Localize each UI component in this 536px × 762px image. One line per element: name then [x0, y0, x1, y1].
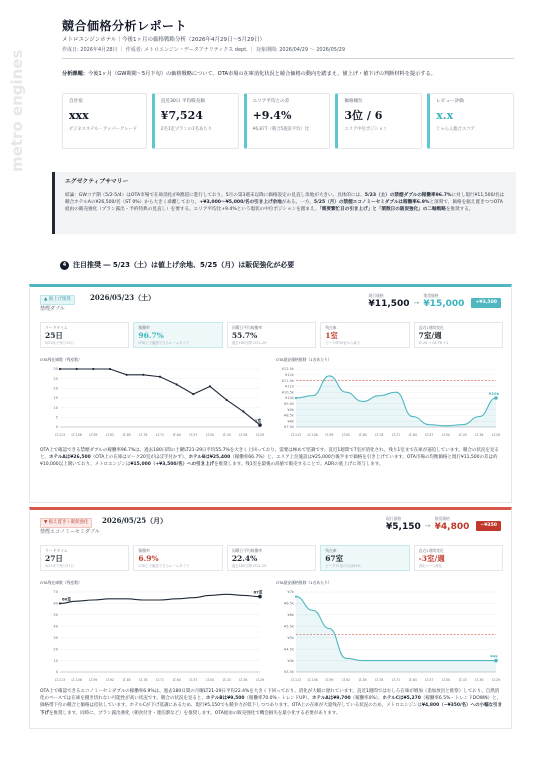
metric-row: [40, 545, 503, 571]
y-tick-label: ¥5.5k: [283, 624, 294, 629]
x-tick-label: LT-50: [205, 678, 215, 682]
recommended-price: ¥4,800: [434, 522, 470, 533]
series-line: [60, 594, 260, 603]
current-price: ¥5,150: [386, 522, 421, 533]
analysis-text: 今後1ヶ月（GW期間〜5月下旬）の価格戦略について、OTA市場の在庫消化状況と競合価格の動向を踏まえ、値上げ・値下げの判断材料を提示する。: [87, 71, 436, 77]
report-meta: 作成日: 2026年4月28日 ｜ 作成者: メトロエンジン・データアナリティクス dept. ｜ 対象期間: 2026/04/29 〜 2026/05/29: [62, 46, 346, 53]
data-point: [192, 393, 194, 395]
x-tick-label: LT-57: [189, 433, 198, 437]
data-point: [242, 410, 244, 412]
x-tick-label: LT-57: [189, 678, 198, 682]
kpi-sub: 2名1室プランの1名あたり: [160, 127, 212, 133]
y-tick-label: ¥9k: [287, 407, 294, 412]
y-tick-label: ¥10.5k: [281, 390, 294, 395]
x-tick-label: LT-78: [139, 678, 148, 682]
metric-leadtime: リードタイム 27日 5/25まで残り27日: [40, 545, 129, 571]
y-tick-label: 25: [53, 376, 58, 381]
data-point: [59, 602, 61, 604]
chart-title: OTA最安価格推移（1名あたり）: [276, 580, 332, 585]
x-tick-label: LT-71: [155, 433, 165, 437]
x-tick-label: LT-71: [155, 678, 165, 682]
section-heading: [60, 261, 294, 270]
y-tick-label: 10: [53, 658, 58, 663]
y-tick-label: 40: [53, 624, 58, 629]
y-tick-label: ¥6k: [287, 613, 294, 618]
price-box: [369, 293, 501, 310]
x-tick-label: LT-92: [105, 678, 115, 682]
y-tick-label: ¥8.5k: [283, 413, 294, 418]
x-tick-label: LT-43: [222, 678, 231, 682]
svg-text:metro engines: metro engines: [8, 49, 26, 172]
y-tick-label: ¥9.5k: [283, 402, 294, 406]
current-price-label: 現行価格: [386, 516, 402, 521]
data-point: [258, 423, 262, 427]
kpi-label: 直近30日 平均販売価: [160, 99, 205, 104]
card-date: 2026/05/25（月）: [102, 516, 168, 525]
data-point: [176, 383, 178, 385]
metric-leadtime: リードタイム 25日 5/23まで残り25日: [40, 322, 129, 348]
x-tick-label: LT-43: [458, 678, 467, 682]
y-tick-label: 0: [55, 425, 58, 430]
kpi-value: xxx: [69, 109, 89, 123]
x-tick-label: LT-92: [341, 678, 351, 682]
metric-occupancy: 稼働率 96.7% OTA上で確認できるルームタイプ: [133, 322, 222, 348]
kpi-card-area-diff: [244, 93, 331, 149]
report-header: [62, 18, 512, 53]
metric-weekly-change: 直近1週間変化 7室/週 LT-26 → 08 TR +1: [414, 322, 503, 348]
x-tick-label: LT-85: [358, 433, 367, 437]
header-divider: [62, 58, 514, 59]
card-analysis-text: OTA上で確認できるエコノミーセミダブルの稼働率6.9%は、過去180日間の月曜LT21-29日平均22.4%を大きく下回っており、消化が大幅に遅れています。直近1週間ではむしろ在庫が増加（追加放出と推察）しており、自然消化のペースでは在庫を捌き切れない可能性が高い状況です。競合の状況を見ると、ホテルBは¥9,500（稼働率70.0%・トレンドUP）、ホテルAは¥9,700（稼働率0%）、ホテルCは¥5,270（稼働率6.5%・トレンドDOWN）と、価格帯下位の競合と価格は拮抗しています。ホテルCが下げ基調にあるため、現行¥5,150でも競争力が低下しつつあります。OTA上の在庫が大量残存している状況のため、メトロエンジンは¥4,800（−¥350/名）への小幅な引き下げを推奨します。同時に、プラン露出強化（朝食付き・連泊割など）を推奨します。OTA経由の販売強化で機会損失を最小化する必要があります。: [40, 689, 503, 716]
data-point: [142, 374, 144, 376]
kpi-sub: ビジネスホテル・アッパーグレード: [69, 127, 138, 133]
y-tick-label: ¥5k: [287, 635, 294, 640]
metric-row: [40, 322, 503, 348]
x-tick-label: LT-29: [255, 678, 265, 682]
x-tick-label: LT-113: [54, 433, 66, 437]
x-tick-label: LT-50: [205, 433, 215, 437]
arrow-right-icon: →: [424, 521, 431, 530]
chart-title: OTA最安価格推移（1名あたり）: [276, 357, 332, 362]
y-tick-label: ¥4k: [287, 658, 294, 663]
executive-summary: [52, 172, 516, 234]
kpi-sub: エリア中位ポジション: [344, 127, 388, 133]
x-tick-label: LT-64: [408, 433, 417, 437]
data-point: [258, 595, 262, 599]
x-tick-label: LT-64: [172, 678, 181, 682]
y-tick-label: ¥11.5k: [281, 378, 294, 383]
card-analysis-text: OTA上で確認できる禁煙ダブルの稼働率96.7%は、過去180日間の土曜LT21-29日平均55.7%を大きく上回っており、需要は極めて堅調です。直近1週間で7室が消化され、残り1室まで在庫が逼迫しています。競合の状況を見ると、ホテルAは¥26,500（OTA上の在庫はピーク20室がほぼ手付かず）、ホテルBは¥25,400（稼働率66.7%）と、エリア上位施設は¥25,000台後半まで価格を引き上げています。OTA市場の均衡価格と現行¥11,500の差は約¥10,000以上開いており、メトロエンジンは¥15,000（+¥3,500/名）への引き上げを推奨します。残1室を最後の高値で販売することで、ADRの底上げに寄与します。: [40, 448, 499, 468]
y-tick-label: 60: [53, 601, 58, 606]
y-tick-label: 20: [53, 386, 58, 391]
kpi-value: +9.4%: [252, 109, 292, 123]
y-tick-label: 50: [53, 613, 58, 618]
page-title: 競合価格分析レポート: [62, 19, 188, 33]
y-tick-label: 20: [53, 647, 58, 652]
kpi-value: 3位 / 6: [344, 109, 383, 123]
data-point: [59, 368, 61, 370]
y-tick-label: 30: [53, 367, 58, 372]
y-tick-label: ¥7k: [287, 590, 294, 595]
section-number: 4: [60, 261, 69, 270]
kpi-label: 価格順位: [344, 99, 363, 104]
recommendation-tag: ▲ 値上げ推奨: [40, 295, 75, 305]
metric-same-weekday: 同曜日平均稼働率 22.4% 過去180日間 LT21-29: [227, 545, 316, 571]
x-tick-label: LT-29: [491, 678, 501, 682]
data-point: [159, 376, 161, 378]
x-tick-label: LT-78: [139, 433, 148, 437]
x-tick-label: LT-85: [358, 678, 367, 682]
recommended-price-label: 推奨価格: [423, 293, 439, 298]
x-tick-label: LT-78: [375, 433, 384, 437]
section-title: 注目推奨 ― 5/23（土）は値上げ余地、5/25（月）は販促強化が必要: [73, 261, 295, 269]
kpi-value: ¥7,524: [160, 109, 203, 123]
kpi-sub: ¥6,877（競合5施設平均）比: [252, 127, 310, 133]
price-diff-badge: −¥350: [476, 521, 501, 531]
y-tick-label: ¥3.5k: [283, 670, 294, 675]
card-date: 2026/05/23（土）: [90, 293, 156, 302]
x-tick-label: LT-99: [325, 433, 334, 437]
analysis-topic: [62, 71, 514, 78]
x-tick-label: LT-50: [441, 433, 451, 437]
x-tick-label: LT-78: [375, 678, 384, 682]
kpi-card-rank: [335, 93, 422, 149]
kpi-value: x.x: [436, 109, 454, 123]
kpi-label: 自社宿: [69, 99, 83, 104]
y-tick-label: ¥12.5k: [281, 367, 294, 372]
x-tick-label: LT-57: [425, 678, 434, 682]
x-tick-label: LT-113: [54, 678, 66, 682]
x-tick-label: LT-29: [255, 433, 265, 437]
x-tick-label: LT-71: [391, 433, 401, 437]
data-point: [295, 397, 297, 399]
kpi-label: エリア平均との差: [252, 99, 290, 104]
exec-title: エグゼクティブサマリー: [65, 179, 129, 185]
metric-remaining: 残在庫 1室 ピーク時30室から減少: [320, 322, 409, 348]
end-data-label: 1室: [254, 418, 262, 424]
y-tick-label: 10: [53, 405, 58, 410]
y-tick-label: 30: [53, 635, 58, 640]
recommendation-tag: ▼ 据え置き＋販促強化: [40, 518, 92, 528]
x-tick-label: LT-92: [341, 433, 351, 437]
kpi-card-hotel: [62, 93, 147, 149]
kpi-label: レビュー評価: [436, 99, 464, 104]
current-price-label: 現行価格: [368, 293, 384, 298]
price-diff-badge: +¥3,500: [471, 298, 501, 308]
data-point: [76, 368, 78, 370]
end-data-label: ¥10k: [488, 391, 500, 396]
y-tick-label: ¥10k: [285, 396, 294, 401]
x-tick-label: LT-92: [105, 433, 115, 437]
inventory-chart: [40, 365, 268, 439]
y-tick-label: 5: [55, 415, 58, 420]
analysis-label: 分析課題：: [62, 71, 88, 77]
y-tick-label: 15: [53, 396, 58, 401]
metric-weekly-change: 直近1週間変化 -3室/週 消化ペース鈍化: [414, 545, 503, 571]
y-tick-label: ¥12k: [285, 373, 294, 377]
chart-title: OTA残在庫数（残室数）: [40, 357, 82, 362]
series-area: [296, 376, 496, 427]
data-point: [209, 385, 211, 387]
x-tick-label: LT-85: [122, 433, 131, 437]
y-tick-label: ¥8k: [287, 419, 294, 424]
y-tick-label: 70: [53, 590, 58, 595]
y-tick-label: ¥11k: [285, 384, 294, 389]
x-tick-label: LT-99: [89, 678, 98, 682]
x-tick-label: LT-106: [71, 678, 82, 682]
x-tick-label: LT-113: [290, 433, 302, 437]
end-data-label: 67室: [253, 589, 263, 595]
x-tick-label: LT-57: [425, 433, 434, 437]
data-point: [494, 396, 498, 400]
kpi-card-review: [427, 93, 514, 149]
y-tick-label: 0: [55, 670, 58, 675]
data-point: [109, 368, 111, 370]
data-point: [494, 659, 498, 663]
recommended-price: ¥15,000: [423, 299, 465, 310]
metric-remaining: 残在庫 67室 ピーク72室のほぼ93%: [320, 545, 409, 571]
kpi-sub: じゃらん総合スコア: [436, 127, 475, 133]
data-point: [226, 399, 228, 401]
metric-same-weekday: 同曜日平均稼働率 55.7% 過去180日間 LT21-29: [227, 322, 316, 348]
x-tick-label: LT-43: [222, 433, 231, 437]
y-tick-label: ¥4.5k: [283, 647, 294, 652]
arrow-right-icon: →: [413, 298, 420, 307]
x-tick-label: LT-64: [408, 678, 417, 682]
exec-body: 結論：GWコア期（5/2-5/4）はOTA市場で在庫消化が9割超に進行しており、5月の第3週末以降に価格設定の見直し余地が大きい。具体的には、5/23（土）の禁煙ダブルの稼働率96.7%に対し現行¥11,500/名は競合ホテルAの¥26,500/名（ST 0%）から大きく乖離しており、+¥3,000〜¥5,000/名の引き上げ余地がある。一方、5/25（月）の禁煙エコノミーセミダブルは稼働率6.9%と深刻で、価格を据え置きつつOTA経由の販売強化（プラン露出・予約特典の見直し）を要する。エリア平均比+9.4%という現状の中位ポジションを踏まえ、「需要繁忙日の引き上げ」と「閑散日の販促強化」の二軸戦略を推奨する。: [65, 192, 505, 213]
x-tick-label: LT-85: [122, 678, 131, 682]
y-tick-label: ¥6.5k: [283, 601, 294, 606]
x-tick-label: LT-36: [239, 678, 248, 682]
current-price: ¥11,500: [368, 299, 410, 310]
card-plan: 禁煙エコノミーセミダブル: [40, 529, 100, 535]
brand-logo: [4, 24, 28, 174]
kpi-row: [62, 93, 514, 149]
y-tick-label: ¥7.5k: [283, 425, 294, 430]
x-tick-label: LT-50: [441, 678, 451, 682]
data-point: [126, 374, 128, 376]
inventory-chart: [40, 588, 268, 684]
recommended-price-label: 推奨価格: [434, 516, 450, 521]
page-subtitle: メトロエンジンホテル｜今後1ヶ月の価格戦略分析（2026年4月29日〜5月29日）: [62, 37, 265, 44]
metric-occupancy: 稼働率 6.9% OTA上で確認できるルームタイプ: [133, 545, 222, 571]
recommendation-card-raise: [29, 284, 512, 503]
x-tick-label: LT-29: [491, 433, 501, 437]
x-tick-label: LT-36: [475, 433, 484, 437]
x-tick-label: LT-64: [172, 433, 181, 437]
x-tick-label: LT-106: [307, 678, 318, 682]
recommendation-card-promo: [29, 507, 512, 729]
x-tick-label: LT-106: [307, 433, 318, 437]
x-tick-label: LT-43: [458, 433, 467, 437]
x-tick-label: LT-113: [290, 678, 302, 682]
x-tick-label: LT-99: [325, 678, 334, 682]
x-tick-label: LT-99: [89, 433, 98, 437]
data-point: [92, 368, 94, 370]
x-tick-label: LT-36: [239, 433, 248, 437]
x-tick-label: LT-71: [391, 678, 401, 682]
chart-title: OTA残在庫数（残室数）: [40, 580, 82, 585]
price-chart: [276, 588, 504, 684]
start-data-label: 60室: [62, 596, 72, 602]
x-tick-label: LT-106: [71, 433, 82, 437]
kpi-card-avg-price: [152, 93, 239, 149]
end-data-label: ¥4k: [490, 653, 498, 659]
card-plan: 禁煙ダブル: [40, 306, 65, 312]
data-point: [295, 595, 297, 597]
price-box: [386, 516, 501, 533]
price-chart: [276, 365, 504, 439]
x-tick-label: LT-36: [475, 678, 484, 682]
